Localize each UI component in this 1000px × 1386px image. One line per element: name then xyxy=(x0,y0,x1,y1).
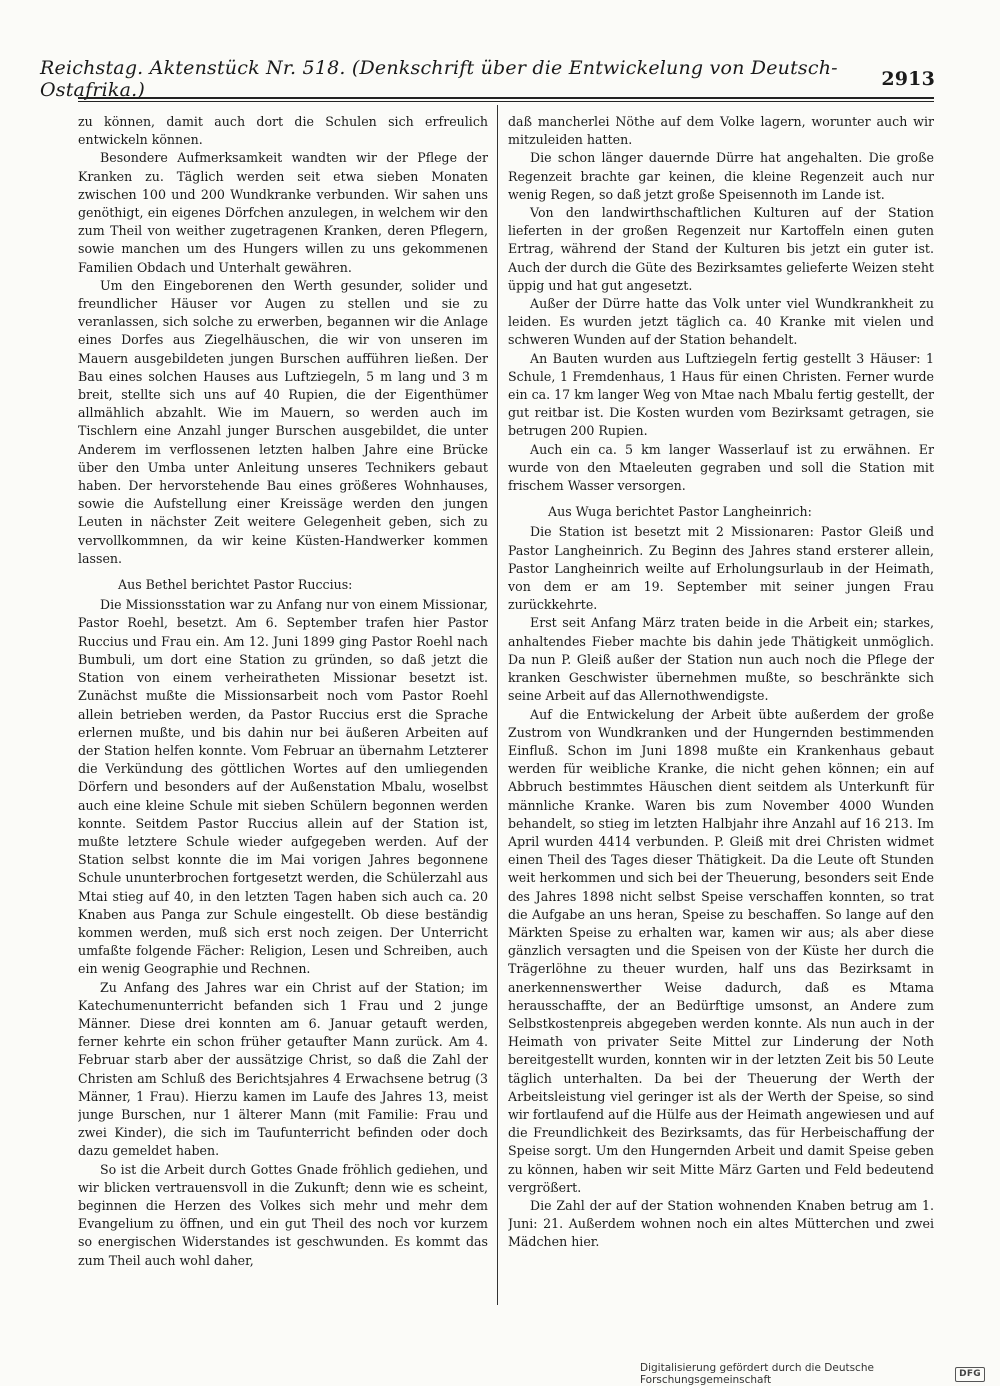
paragraph: Besondere Aufmerksamkeit wandten wir der Pflege der Kranken zu. Täglich werden seit etwa sieben Monaten zwischen 100 und 200 Wundkranke verbunden. Wir sahen uns genöthigt, ein eigenes Dörfchen anzulegen, in welchem wir den zum Theil von weither zugetragenen Kranken, deren Pflegern, sowie manchen um des Hungers willen zu uns gekommenen Familien Obdach und Unterhalt gewähren. xyxy=(78,150,488,275)
paragraph: Die Station ist besetzt mit 2 Missionaren: Pastor Gleiß und Pastor Langheinrich. Zu Beginn des Jahres stand ersterer allein, Pastor Langheinrich weilte auf Erholungsurlaub in der Heimath, von dem er am 19. September mit seiner jungen Frau zurückkehrte. xyxy=(508,524,934,613)
left-column xyxy=(78,113,488,1303)
footer xyxy=(640,1362,985,1386)
paragraph: Die Missionsstation war zu Anfang nur von einem Missionar, Pastor Roehl, besetzt. Am 6. September trafen hier Pastor Ruccius und Frau ein. Am 12. Juni 1899 ging Pastor Roehl nach Bumbuli, um dort eine Station zu gründen, so daß jetzt die Station von einem verheiratheten Missionar besetzt ist. Zunächst mußte die Missionsarbeit noch vom Pastor Roehl allein betrieben werden, da Pastor Ruccius erst die Sprache erlernen mußte, und bis dahin nur bei äußeren Arbeiten auf der Station helfen konnte. Vom Februar an übernahm Letzterer die Verkündung des göttlichen Wortes auf den umliegenden Dörfern und besonders auf der Außenstation Mbalu, woselbst auch eine kleine Schule mit sieben Schülern begonnen werden konnte. Seitdem Pastor Ruccius allein auf der Station ist, mußte letztere Schule wieder aufgegeben werden. Auf der Station selbst konnte die im Mai vorigen Jahres begonnene Schule ununterbrochen fortgesetzt werden, die Schülerzahl aus Mtai stieg auf 40, in den letzten Tagen haben sich auch ca. 20 Knaben aus Panga zur Schule eingestellt. Ob diese beständig kommen werden, muß sich erst noch zeigen. Der Unterricht umfaßte folgende Fächer: Religion, Lesen und Schreiben, auch ein wenig Geographie und Rechnen. xyxy=(78,597,488,977)
paragraph: Zu Anfang des Jahres war ein Christ auf der Station; im Katechumenunterricht befanden sich 1 Frau und 2 junge Männer. Diese drei konnten am 6. Januar getauft werden, ferner kehrte ein schon früher getaufter Mann zurück. Am 4. Februar starb aber der aussätzige Christ, so daß die Zahl der Christen am Schluß des Berichtsjahres 4 Erwachsene betrug (3 Männer, 1 Frau). Hierzu kamen im Laufe des Jahres 13, meist junge Burschen, nur 1 älterer Mann (mit Familie: Frau und zwei Kinder), die sich im Taufunterricht befinden oder doch dazu gemeldet haben. xyxy=(78,979,488,1159)
section-heading: Aus Wuga berichtet Pastor Langheinrich: xyxy=(548,504,812,520)
header-rule xyxy=(78,97,934,99)
paragraph: Erst seit Anfang März traten beide in die Arbeit ein; starkes, anhaltendes Fieber machte bis dahin jede Thätigkeit unmöglich. Da nun P. Gleiß außer der Station nun auch noch die Pflege der kranken Geschwister übernehmen mußte, so beschränkte sich seine Arbeit auf das Allernothwendigste. xyxy=(508,615,934,704)
paragraph: So ist die Arbeit durch Gottes Gnade fröhlich gediehen, und wir blicken vertrauensvoll in die Zukunft; denn wie es scheint, beginnen die Herzen des Volkes sich mehr und mehr dem Evangelium zu öffnen, und ein gut Theil des noch vor kurzem so energischen Widerstandes ist geschwunden. Es kommt das zum Theil auch wohl daher, xyxy=(78,1161,488,1268)
section-heading: Aus Bethel berichtet Pastor Ruccius: xyxy=(118,577,353,593)
dfg-logo-icon: DFG xyxy=(955,1367,985,1382)
paragraph: An Bauten wurden aus Luftziegeln fertig gestellt 3 Häuser: 1 Schule, 1 Fremdenhaus, 1 Haus für einen Christen. Ferner wurde ein ca. 17 km langer Weg von Mtae nach Mbalu fertig gestellt, der gut reitbar ist. Die Kosten wurden vom Bezirksamt getragen, sie betrugen 200 Rupien. xyxy=(508,350,934,439)
running-title: Reichstag. Aktenstück Nr. 518. (Denkschrift über die Entwickelung von Deutsch-Ostafrika.) xyxy=(40,57,838,101)
paragraph: Die Zahl der auf der Station wohnenden Knaben betrug am 1. Juni: 21. Außerdem wohnen noch ein altes Mütterchen und zwei Mädchen hier. xyxy=(508,1197,934,1250)
header-rule-thin xyxy=(78,101,934,102)
page-number: 2913 xyxy=(881,68,935,90)
page-header xyxy=(40,57,935,101)
paragraph: zu können, damit auch dort die Schulen sich erfreulich entwickeln können. xyxy=(78,114,488,148)
paragraph: daß mancherlei Nöthe auf dem Volke lagern, worunter auch wir mitzuleiden hatten. xyxy=(508,114,934,148)
paragraph: Außer der Dürre hatte das Volk unter viel Wundkrankheit zu leiden. Es wurden jetzt täglich ca. 40 Kranke mit vielen und schweren Wunden auf der Station behandelt. xyxy=(508,296,934,348)
right-column xyxy=(508,113,934,1303)
paragraph: Um den Eingeborenen den Werth gesunder, solider und freundlicher Häuser vor Augen zu stellen und sie zu veranlassen, sich solche zu erwerben, begannen wir die Anlage eines Dorfes aus Ziegelhäuschen, die wir von unseren im Mauern ausgebildeten jungen Burschen aufführen ließen. Der Bau eines solchen Hauses aus Luftziegeln, 5 m lang und 3 m breit, stellte sich uns auf 40 Rupien, die der Eigenthümer allmählich abzahlt. Wie im Mauern, so werden auch im Tischlern eine Anzahl junger Burschen ausgebildet, die unter Anderem im verflossenen letzten halben Jahre eine Brücke über den Umba unter Anleitung unseres Technikers gebaut haben. Der hervorstehende Bau eines größeres Wohnhauses, sowie die Aufstellung einer Kreissäge werden den jungen Leuten in nächster Zeit weitere Gelegenheit geben, sich zu vervollkommnen, da wir keine Küsten-Handwerker kommen lassen. xyxy=(78,277,488,566)
footer-credit: Digitalisierung gefördert durch die Deutsche Forschungsgemeinschaft xyxy=(640,1362,874,1386)
paragraph: Auch ein ca. 5 km langer Wasserlauf ist zu erwähnen. Er wurde von den Mtaeleuten gegraben und soll die Station mit frischem Wasser versorgen. xyxy=(508,441,934,494)
paragraph: Von den landwirthschaftlichen Kulturen auf der Station lieferten in der großen Regenzeit nur Kartoffeln einen guten Ertrag, während der Stand der Kulturen bis jetzt ein guter ist. Auch der durch die Güte des Bezirksamtes gelieferte Weizen steht üppig und hat gut angesetzt. xyxy=(508,205,934,293)
column-divider xyxy=(497,105,498,1305)
paragraph: Auf die Entwickelung der Arbeit übte außerdem der große Zustrom von Wundkranken und der Hungernden bestimmenden Einfluß. Schon im Juni 1898 mußte ein Krankenhaus gebaut werden für weibliche Kranke, die nicht gehen können; ein auf Abbruch bestimmtes Häuschen dient seitdem als Unterkunft für männliche Kranke. Waren bis zum November 4000 Wunden behandelt, so stieg im letzten Halbjahr ihre Anzahl auf 16 213. Im April wurden 4414 verbunden. P. Gleiß mit drei Christen widmet einen Theil des Tages dieser Thätigkeit. Da die Leute oft Stunden weit herkommen und sich bei der Theuerung, besonders seit Ende des Jahres 1898 nicht selbst Speise verschaffen konnten, so trat die Aufgabe an uns heran, Speise zu beschaffen. So lange auf den Märkten Speise zu erhalten war, kamen wir aus; als aber diese gänzlich versagten und die Speisen von der Küste her durch die Trägerlöhne zu theuer wurden, half uns das Bezirksamt in anerkennenswerther Weise dadurch, daß es Mtama herausschaffte, der an Bedürftige umsonst, an Andere zum Selbstkostenpreis abgegeben werden konnte. Als nun auch in der Heimath von privater Seite Mittel zur Linderung der Noth bereitgestellt wurden, konnten wir in der letzten Zeit bis 50 Leute täglich unterhalten. Da bei der Theuerung der Werth der Arbeitsleistung viel geringer ist als der Werth der Speise, so sind wir fortlaufend auf die Hülfe aus der Heimath angewiesen und auf die Freundlichkeit des Bezirksamts, das für Herbeischaffung der Speise sorgt. Um den Hungernden Arbeit und damit Speise geben zu können, haben wir seit Mitte März Garten und Feld bedeutend vergrößert. xyxy=(508,706,934,1195)
paragraph: Die schon länger dauernde Dürre hat angehalten. Die große Regenzeit brachte gar keinen, die kleine Regenzeit auch nur wenig Regen, so daß jetzt große Speisennoth im Lande ist. xyxy=(508,150,934,202)
